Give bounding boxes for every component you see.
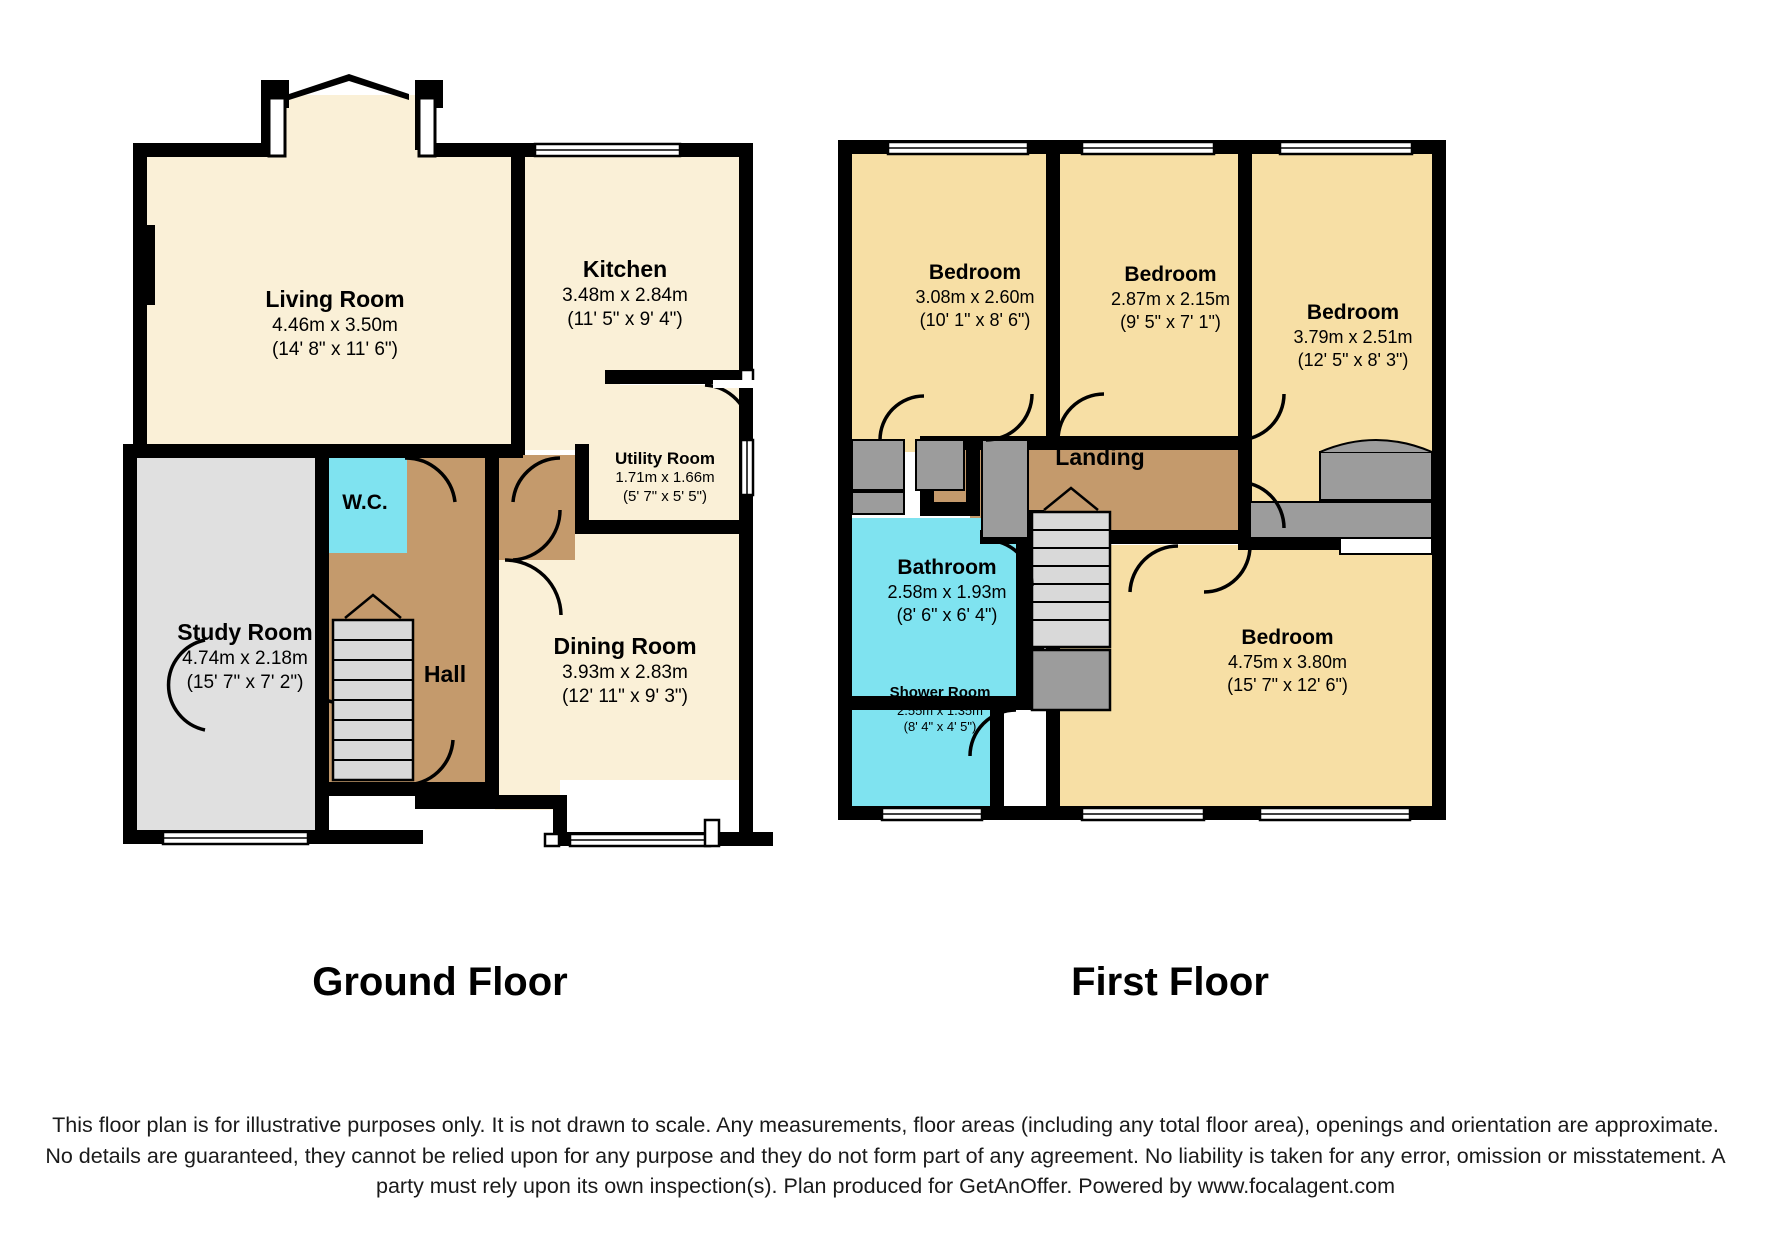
first-staircase	[1032, 488, 1110, 710]
ground-staircase	[333, 595, 413, 780]
first-floor-drawing	[820, 40, 1500, 920]
ground-floor-drawing	[105, 40, 865, 920]
room-label-bedroom-2: Bedroom 2.87m x 2.15m (9' 5" x 7' 1")	[1110, 263, 1231, 332]
ground-floor-title: Ground Floor	[312, 960, 568, 1004]
first-floor-title: First Floor	[1071, 960, 1269, 1004]
room-label-bedroom-3: Bedroom 3.79m x 2.51m (12' 5" x 8' 3")	[1293, 301, 1413, 370]
room-label-study-room: Study Room 4.74m x 2.18m (15' 7" x 7' 2")	[177, 619, 313, 693]
room-label-living-room: Living Room 4.46m x 3.50m (14' 8" x 11' 6")	[265, 286, 405, 360]
room-label-bathroom: Bathroom 2.58m x 1.93m (8' 6" x 6' 4")	[887, 556, 1007, 625]
ground-room-fills	[135, 95, 745, 830]
room-label-kitchen: Kitchen 3.48m x 2.84m (11' 5" x 9' 4")	[562, 256, 688, 330]
room-label-bedroom-4: Bedroom 4.75m x 3.80m (15' 7" x 12' 6")	[1227, 626, 1348, 695]
room-label-dining-room: Dining Room 3.93m x 2.83m (12' 11" x 9' 3")	[553, 633, 697, 707]
room-label-wc: W.C.	[342, 491, 388, 514]
disclaimer-text: This floor plan is for illustrative purposes only. It is not drawn to scale. Any measurements, floor areas (including any total floor area), openings and orientation are approximate. No details are guaranteed, they cannot be relied upon for any purpose and they do not form part of any agreement. No liability is taken for any error, omission or misstatement. A party must rely upon its own inspection(s). Plan produced for GetAnOffer. Powered by www.focalagent.com	[45, 1113, 1726, 1199]
room-label-shower-room: Shower Room 2.55m x 1.35m (8' 4" x 4' 5")	[889, 684, 991, 734]
utility-doorway	[713, 380, 755, 388]
room-label-utility-room: Utility Room 1.71m x 1.66m (5' 7" x 5' 5")	[614, 449, 716, 505]
room-label-hall: Hall	[423, 661, 467, 687]
room-label-landing: Landing	[1055, 444, 1145, 470]
room-label-bedroom-1: Bedroom 3.08m x 2.60m (10' 1" x 8' 6")	[915, 261, 1035, 330]
